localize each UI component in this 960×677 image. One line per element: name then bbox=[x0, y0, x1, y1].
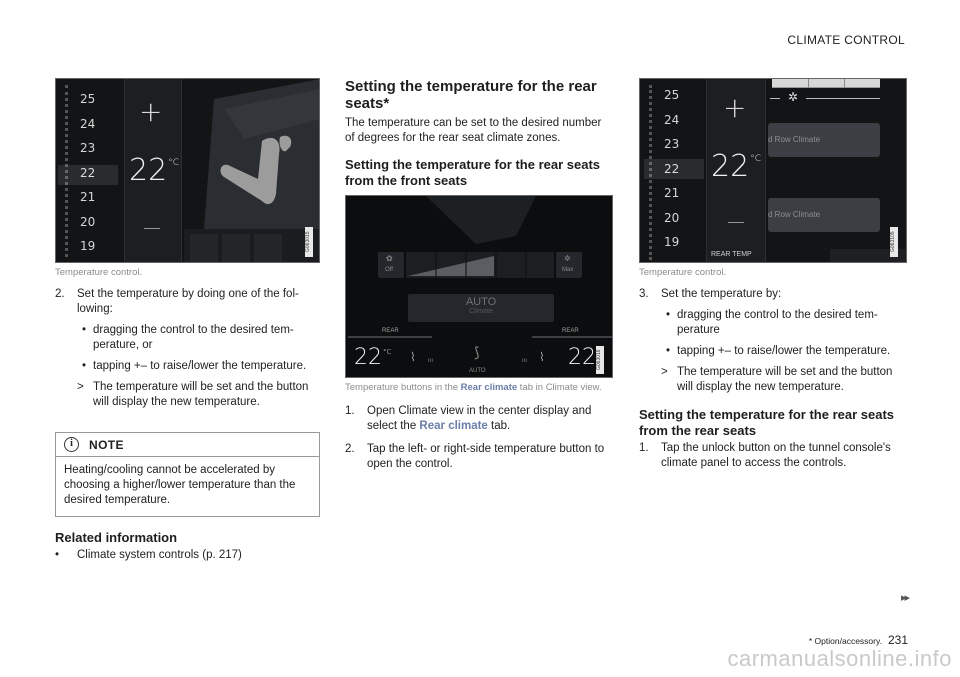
fan-icon: ✲ bbox=[788, 90, 799, 104]
climate-label: Climate bbox=[469, 308, 493, 315]
fan-max-label: Max bbox=[562, 267, 574, 273]
bullet-text: dragging the control to the desired temperature, or bbox=[93, 324, 294, 351]
fan-speed-bar[interactable] bbox=[406, 252, 554, 278]
selected-row-highlight bbox=[58, 165, 118, 185]
figure-temperature-control bbox=[55, 78, 320, 263]
page-footer bbox=[809, 633, 908, 647]
scale-value: 25 bbox=[80, 92, 96, 106]
auto-label: AUTO bbox=[465, 296, 497, 308]
step-text: Tap the left- or right-side temperature button to open the control. bbox=[367, 443, 605, 470]
figure-caption bbox=[345, 382, 613, 394]
tab-divider bbox=[844, 79, 845, 88]
scale-value: 25 bbox=[664, 88, 680, 102]
page-number: 231 bbox=[887, 633, 908, 647]
bullet-item bbox=[55, 359, 320, 374]
bullet-icon: • bbox=[82, 324, 87, 336]
auto-climate-button[interactable] bbox=[408, 294, 554, 322]
temperature-value: 22 bbox=[129, 153, 168, 188]
scale-value: 21 bbox=[664, 186, 680, 200]
tab-divider bbox=[808, 79, 809, 88]
note-box bbox=[55, 432, 320, 517]
bullet-text: dragging the control to the desired temperature bbox=[677, 309, 878, 336]
rear-temp-label: REAR TEMP bbox=[711, 251, 752, 258]
heat-level-dots: ııı bbox=[522, 358, 528, 364]
subsection-title: Setting the temperature for the rear seats from the rear seats bbox=[639, 407, 895, 438]
result-arrow-icon: > bbox=[77, 381, 84, 393]
related-info-title: Related information bbox=[55, 530, 178, 545]
note-title: NOTE bbox=[89, 437, 124, 452]
step-1 bbox=[345, 404, 613, 434]
scale-value: 23 bbox=[80, 141, 96, 155]
related-info-list bbox=[55, 548, 320, 563]
minus-button[interactable]: — bbox=[727, 211, 745, 232]
rear-right-temp-outline bbox=[532, 336, 612, 338]
plus-button[interactable]: + bbox=[139, 95, 163, 128]
rear-climate-tab-link: Rear climate bbox=[419, 420, 488, 432]
result-arrow-icon: > bbox=[661, 366, 668, 378]
rear-right-temp-button[interactable] bbox=[568, 345, 596, 370]
step-2 bbox=[55, 287, 320, 317]
result-item bbox=[639, 365, 907, 395]
temp-value: 22 bbox=[354, 345, 382, 370]
instructions bbox=[345, 404, 613, 472]
result-text: The temperature will be set and the button will display the new temperature. bbox=[93, 381, 309, 408]
heat-level-dots: ııı bbox=[428, 358, 434, 364]
rear-left-temp-button[interactable] bbox=[354, 345, 391, 370]
intro-text: The temperature can be set to the desired number of degrees for the rear seat climate zones. bbox=[345, 117, 602, 144]
scale-value: 22 bbox=[80, 165, 96, 180]
caption-post: tab in Climate view. bbox=[517, 382, 602, 393]
instructions bbox=[639, 441, 907, 471]
temp-value: 22 bbox=[568, 345, 596, 370]
step-text: Tap the unlock button on the tunnel console's climate panel to access the controls. bbox=[661, 442, 891, 469]
scale-value: 24 bbox=[80, 116, 96, 131]
temperature-readout bbox=[129, 153, 179, 188]
column-left bbox=[55, 78, 320, 563]
figure-caption: Temperature control. bbox=[55, 267, 143, 278]
fan-max-button[interactable] bbox=[556, 252, 582, 278]
fan-line-right bbox=[806, 98, 880, 99]
result-item bbox=[55, 380, 320, 410]
step-number: 1. bbox=[345, 405, 355, 417]
minus-button[interactable]: — bbox=[143, 217, 161, 238]
temperature-slider-panel[interactable] bbox=[124, 79, 182, 263]
selected-row-highlight bbox=[644, 159, 704, 179]
temperature-unit: °C bbox=[168, 158, 179, 168]
step-1 bbox=[639, 441, 907, 471]
section-title: Setting the temperature for the rear seats* bbox=[345, 78, 597, 112]
bullet-icon: • bbox=[666, 309, 671, 321]
watermark: carmanualsonline.info bbox=[727, 646, 952, 671]
subsection-title: Setting the temperature for the rear seats from the front seats bbox=[345, 157, 601, 188]
caption-pre: Temperature buttons in the bbox=[345, 382, 461, 393]
figure-rear-climate-tab bbox=[345, 195, 613, 378]
step-2 bbox=[345, 442, 613, 472]
scale-value: 20 bbox=[80, 214, 96, 229]
auto-small-label: AUTO bbox=[469, 368, 486, 374]
fan-off-button[interactable] bbox=[378, 252, 404, 278]
result-text: The temperature will be set and the button will display the new temperature. bbox=[677, 366, 893, 393]
note-header bbox=[56, 433, 319, 457]
scale-value: 24 bbox=[664, 112, 680, 127]
note-text: Heating/cooling cannot be accelerated by choosing a higher/lower temperature than the desired temperature. bbox=[64, 464, 296, 506]
instructions bbox=[55, 287, 320, 410]
rear-left-label: REAR bbox=[382, 328, 399, 334]
plus-button[interactable]: + bbox=[723, 91, 747, 124]
related-link[interactable]: Climate system controls (p. 217) bbox=[77, 549, 242, 561]
caption-link: Rear climate bbox=[460, 382, 518, 393]
instructions bbox=[639, 287, 907, 395]
image-code: G063105 bbox=[890, 227, 898, 257]
bullet-item bbox=[639, 344, 907, 359]
second-row-climate-button[interactable]: d Row Climate bbox=[768, 123, 880, 157]
temperature-readout bbox=[711, 149, 761, 184]
step-number: 1. bbox=[639, 442, 649, 454]
fan-line-left bbox=[770, 98, 780, 99]
scale-value: 22 bbox=[664, 161, 680, 176]
column-right bbox=[639, 78, 907, 471]
bullet-icon: • bbox=[82, 360, 87, 372]
top-tabs bbox=[772, 79, 880, 88]
bullet-icon: • bbox=[666, 345, 671, 357]
second-row-climate-button[interactable]: d Row Climate bbox=[768, 198, 880, 232]
rear-left-temp-outline bbox=[348, 336, 432, 338]
bullet-item bbox=[639, 308, 907, 338]
image-code: G063016 bbox=[596, 346, 604, 374]
seat-heat-left-icon[interactable]: ⌇ bbox=[410, 350, 416, 364]
scale-value: 20 bbox=[664, 210, 680, 225]
figure-caption: Temperature control. bbox=[639, 267, 727, 278]
step-text-pre: Open Climate view in the center display and select the bbox=[367, 405, 592, 432]
temperature-value: 22 bbox=[711, 149, 750, 184]
step-number: 2. bbox=[345, 443, 355, 455]
step-text-post: tab. bbox=[487, 420, 511, 432]
scale-value: 19 bbox=[80, 239, 96, 253]
section-header: CLIMATE CONTROL bbox=[787, 33, 905, 47]
info-icon: i bbox=[64, 437, 79, 452]
scale-value: 23 bbox=[664, 137, 680, 151]
temp-unit: °C bbox=[383, 348, 392, 356]
airflow-seat-icon[interactable]: ⟆ bbox=[474, 344, 480, 360]
next-page-icon: ▸▸ bbox=[900, 592, 908, 604]
step-number: 2. bbox=[55, 288, 65, 300]
step-text: Set the temperature by: bbox=[661, 288, 782, 300]
option-footnote: * Option/accessory. bbox=[808, 636, 882, 646]
column-middle bbox=[345, 78, 613, 472]
seat-heat-right-icon[interactable]: ⌇ bbox=[539, 350, 545, 364]
temperature-unit: °C bbox=[750, 154, 761, 164]
fan-off-icon: ✿ bbox=[386, 254, 393, 263]
temperature-slider-panel[interactable] bbox=[706, 79, 766, 263]
bullet-item bbox=[55, 323, 320, 353]
step-3 bbox=[639, 287, 907, 302]
bullet-icon: • bbox=[55, 549, 60, 561]
rear-right-label: REAR bbox=[562, 328, 579, 334]
bullet-text: tapping +– to raise/lower the temperature. bbox=[93, 360, 307, 372]
figure-rear-temperature-control bbox=[639, 78, 907, 263]
image-code: G063015 bbox=[305, 227, 313, 257]
seat-icon bbox=[184, 79, 320, 263]
fan-off-label: Off bbox=[385, 267, 393, 273]
step-number: 3. bbox=[639, 288, 649, 300]
step-text: Set the temperature by doing one of the following: bbox=[77, 288, 299, 315]
scale-value: 19 bbox=[664, 235, 680, 249]
bullet-text: tapping +– to raise/lower the temperature. bbox=[677, 345, 891, 357]
scale-value: 21 bbox=[80, 190, 96, 204]
fan-max-icon: ✲ bbox=[564, 254, 571, 263]
